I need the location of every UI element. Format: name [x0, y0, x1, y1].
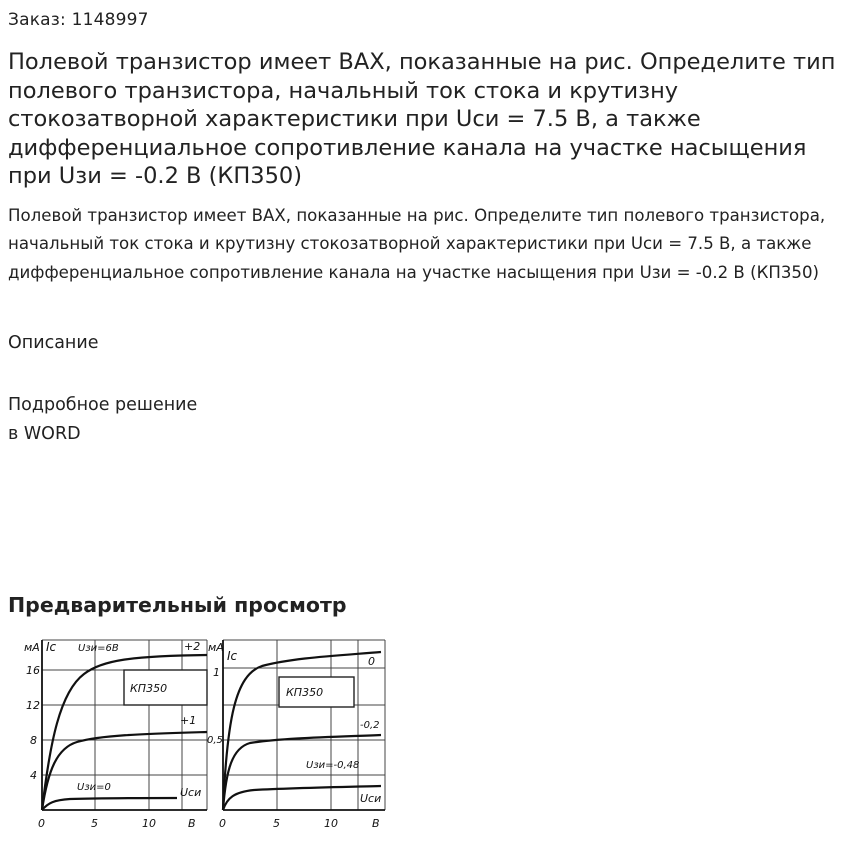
right-y-tick-1: 1: [213, 666, 220, 679]
left-curve-label-1: +2: [184, 640, 201, 653]
left-y-tick-8: 8: [30, 734, 37, 747]
right-x-tick-10: 10: [324, 817, 338, 830]
left-x-tick-unit: В: [188, 817, 196, 830]
left-x-tick-5: 5: [91, 817, 98, 830]
right-y-tick-05: 0,5: [207, 735, 223, 746]
left-x-axis-label: Uси: [180, 786, 202, 799]
right-unit: мА: [208, 641, 224, 654]
left-ic-label: Ic: [46, 640, 57, 654]
right-ic-label: Ic: [227, 649, 238, 663]
left-device-label: КП350: [130, 682, 168, 695]
transistor-iv-curves: [22, 630, 388, 835]
left-x-tick-0: 0: [38, 817, 45, 830]
solution-label: Подробное решение: [8, 395, 198, 415]
description-label: Описание: [8, 333, 99, 353]
right-device-label: КП350: [286, 686, 324, 699]
left-unit: мА: [24, 641, 40, 654]
solution-format-label: в WORD: [8, 424, 81, 444]
right-curve-label-3: Uзи=-0,48: [306, 760, 360, 771]
right-x-tick-0: 0: [219, 817, 226, 830]
order-number: Заказ: 1148997: [8, 10, 149, 30]
left-curve-label-3: Uзи=0: [77, 782, 111, 793]
task-description: Полевой транзистор имеет ВАХ, показанные на рис. Определите тип полевого транзистора, начальный ток стока и крутизну стокозатворной характеристики при Uси = 7.5 В, а также дифференциальное сопротивление канала на участке насыщения при Uзи = -0.2 В (КП350): [8, 206, 826, 282]
preview-figure: [22, 630, 388, 835]
page-title: Полевой транзистор имеет ВАХ, показанные на рис. Определите тип полевого транзистора, начальный ток стока и крутизну стокозатворной характеристики при Uси = 7.5 В, а также дифференциальное сопротивление канала на участке насыщения при Uзи = -0.2 В (КП350): [8, 49, 836, 189]
left-gate-label: Uзи=6В: [78, 643, 119, 654]
left-curve-label-2: +1: [180, 714, 197, 727]
right-curve-label-1: 0: [368, 655, 375, 668]
right-x-tick-5: 5: [273, 817, 280, 830]
left-y-tick-12: 12: [26, 699, 40, 712]
right-x-tick-unit: В: [372, 817, 380, 830]
right-x-axis-label: Uси: [360, 792, 382, 805]
right-curve-label-2: -0,2: [360, 720, 380, 731]
left-y-tick-4: 4: [30, 769, 37, 782]
left-y-tick-16: 16: [26, 664, 40, 677]
left-x-tick-10: 10: [142, 817, 156, 830]
preview-heading: Предварительный просмотр: [8, 593, 347, 617]
